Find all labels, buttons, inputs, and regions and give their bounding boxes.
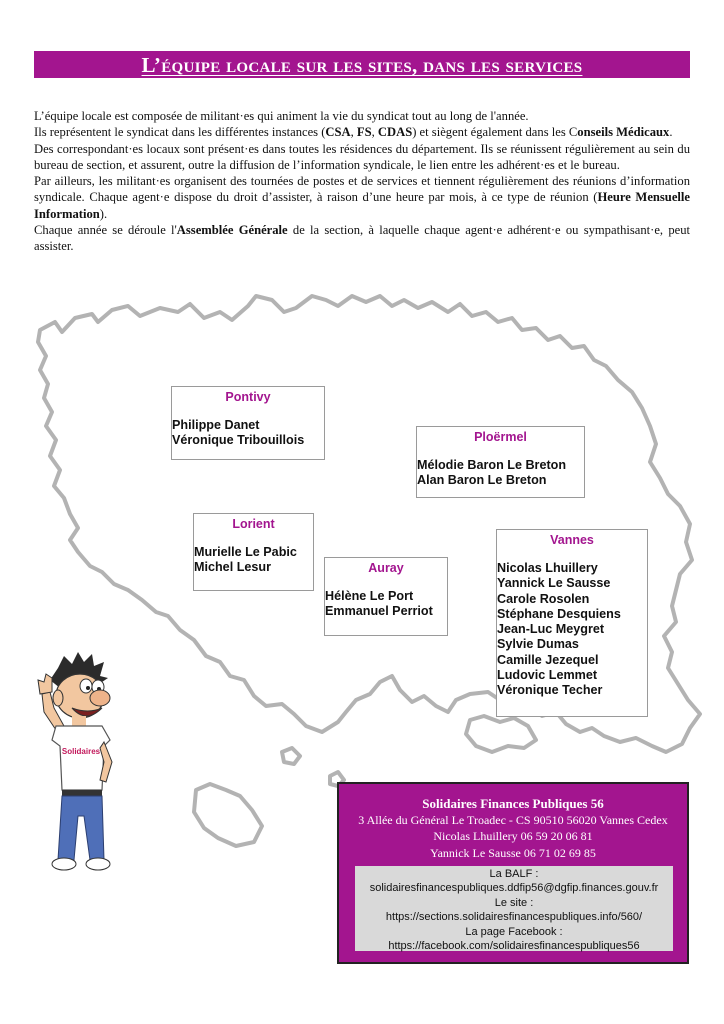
bold-term: FS <box>356 125 372 140</box>
member-name: Jean-Luc Meygret <box>497 622 605 637</box>
member-name: Yannick Le Sausse <box>497 576 611 591</box>
site-members <box>497 561 647 699</box>
site-name: Lorient <box>232 517 275 531</box>
member-name: Ludovic Lemmet <box>497 668 598 683</box>
text-span: . <box>669 125 673 140</box>
mascot-neck <box>72 716 86 726</box>
contact-box <box>337 782 689 964</box>
mascot-shoe <box>86 858 110 870</box>
member-name: Carole Rosolen <box>497 591 590 606</box>
text-span: , <box>371 125 378 140</box>
member-name: Nicolas Lhuillery <box>497 561 598 575</box>
mascot-pants <box>58 796 104 860</box>
facebook-label: La page Facebook : <box>465 925 563 938</box>
site-url-link[interactable]: https://sections.solidairesfinancespubliques.info/560/ <box>385 911 643 924</box>
member-name: Hélène Le Port <box>325 589 414 603</box>
member-name: Alan Baron Le Breton <box>417 473 547 488</box>
member-name: Philippe Danet <box>172 418 260 432</box>
site-box-auray <box>324 557 448 636</box>
bold-term: CSA <box>325 125 351 140</box>
member-name: Camille Jezequel <box>497 652 599 667</box>
member-name: Stéphane Desquiens <box>497 606 621 621</box>
contact-links-box <box>355 866 673 951</box>
text-span: Chaque année se déroule l' <box>34 223 177 238</box>
text-span: ) et siègent également dans les C <box>412 125 578 140</box>
site-box-vannes <box>496 529 648 717</box>
member-name: Murielle Le Pabic <box>194 545 297 559</box>
contact-phone: Yannick Le Sausse 06 71 02 69 85 <box>430 845 596 860</box>
text-span: de la section, à laquelle chaque agent·e adhérent·e ou sympathisant·e, peut assister. <box>34 223 691 254</box>
bold-term: Assemblée Générale <box>176 223 288 238</box>
intro-paragraph: L’équipe locale est composée de militant·es qui animent la vie du syndicat tout au long de l'année. <box>34 109 529 123</box>
site-members <box>172 418 324 449</box>
bold-term: onseils Médicaux <box>577 125 670 140</box>
intro-paragraph: Des correspondant·es locaux sont présent·es dans toutes les résidences du département. Ils se réunissent régulièrement au sein du bureau de section, et assurent, outre la diffusion de l’information syndicale, le lien entre les adhérent·es et le bureau. <box>34 141 690 172</box>
mascot-shoe <box>52 858 76 870</box>
site-members <box>194 545 313 576</box>
mascot-hand <box>38 674 52 694</box>
bold-term: CDAS <box>377 125 413 140</box>
site-label: Le site : <box>494 896 534 909</box>
map-island <box>194 784 262 846</box>
mascot-belt <box>62 790 102 796</box>
contact-address: 3 Allée du Général Le Troadec - CS 90510 56020 Vannes Cedex <box>358 813 668 828</box>
mascot-illustration <box>30 650 130 880</box>
map-island <box>466 716 536 752</box>
mascot-pupil <box>86 686 90 690</box>
text-span: , <box>350 125 357 140</box>
map-island <box>282 748 300 764</box>
bold-term: Heure Mensuelle Information <box>34 190 690 221</box>
mascot-eye <box>80 679 92 693</box>
balf-label: La BALF : <box>489 868 539 880</box>
site-box-pontivy <box>171 386 325 460</box>
text-span: ). <box>99 206 108 221</box>
member-name: Véronique Techer <box>497 683 603 698</box>
site-members <box>417 458 584 489</box>
member-name: Michel Lesur <box>194 560 271 575</box>
balf-email-link[interactable]: solidairesfinancespubliques.ddfip56@dgfip.finances.gouv.fr <box>369 882 659 895</box>
site-name: Auray <box>368 561 404 575</box>
site-members <box>325 589 447 620</box>
member-name: Sylvie Dumas <box>497 637 579 652</box>
site-box-lorient <box>193 513 314 591</box>
mascot-shirt-text: Solidaires <box>61 747 101 756</box>
page-title: L’équipe locale sur les sites, dans les services <box>141 53 583 77</box>
member-name: Véronique Tribouillois <box>172 433 305 448</box>
site-name: Pontivy <box>225 390 271 404</box>
contact-phone: Nicolas Lhuillery 06 59 20 06 81 <box>433 829 593 844</box>
site-name: Ploërmel <box>474 430 527 444</box>
mascot-nose <box>90 690 110 706</box>
contact-org-name: Solidaires Finances Publiques 56 <box>422 796 604 811</box>
text-span: Par ailleurs, les militant·es organisent des tournées de postes et de services et tiennent régulièrement des réunions d’information syndicale. Chaque agent·e dispose du droit d’assister, à raison d’une heure par mois, à ce type de réunion ( <box>34 174 690 205</box>
facebook-url-link[interactable]: https://facebook.com/solidairesfinancespubliques56 <box>388 940 640 953</box>
contact-header <box>339 796 687 861</box>
mascot-ear <box>53 690 63 706</box>
site-name: Vannes <box>550 533 594 547</box>
member-name: Emmanuel Perriot <box>325 604 433 619</box>
site-box-ploermel <box>416 426 585 498</box>
member-name: Mélodie Baron Le Breton <box>417 458 567 472</box>
text-span: Ils représentent le syndicat dans les différentes instances ( <box>34 125 326 140</box>
